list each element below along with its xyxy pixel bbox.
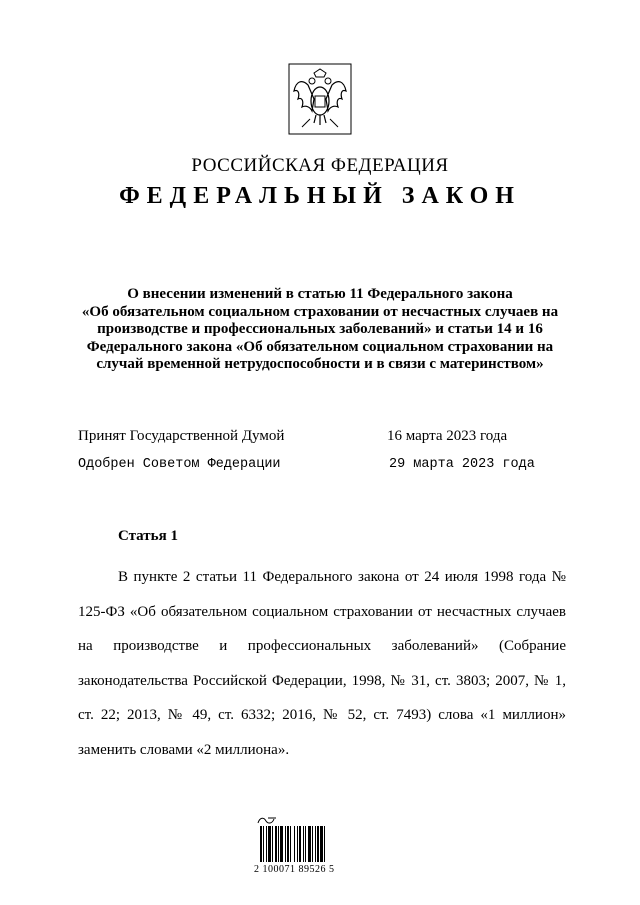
law-title-line: производстве и профессиональных заболеваний» и статьи 14 и 16 — [97, 321, 543, 337]
registration-mark-icon — [254, 815, 282, 825]
adoption-label: Принят Государственной Думой — [78, 428, 285, 444]
article-body — [78, 560, 566, 767]
barcode-digits: 2 100071 89526 5 — [254, 864, 335, 875]
approval-date: 29 марта 2023 года — [389, 457, 535, 472]
country-name: РОССИЙСКАЯ ФЕДЕРАЦИЯ — [191, 155, 449, 176]
article-paragraph: В пункте 2 статьи 11 Федерального закона от 24 июля 1998 года № 125-ФЗ «Об обязательном социальном страховании от несчастных случаев на производстве и профессиональных заболеваний» (Собрание законодательства Российской Федерации, 1998, № 31, ст. 3803; 2007, № 1, ст. 22; 2013, № 49, ст. 6332; 2016, № 52, ст. 7493) слова «1 миллион» заменить словами «2 миллиона». — [78, 569, 566, 758]
law-title — [60, 286, 580, 374]
law-title-line: Федерального закона «Об обязательном социальном страховании на — [86, 338, 554, 355]
russian-coat-of-arms-icon — [288, 63, 352, 135]
approval-label: Одобрен Советом Федерации — [78, 457, 281, 472]
barcode-icon — [260, 826, 358, 862]
law-title-line: О внесении изменений в статью 11 Федерального закона — [127, 286, 513, 302]
document-type: ФЕДЕРАЛЬНЫЙ ЗАКОН — [119, 183, 521, 209]
law-title-line: случай временной нетрудоспособности и в связи с материнством» — [96, 356, 544, 372]
article-heading: Статья 1 — [118, 528, 178, 544]
law-title-line: «Об обязательном социальном страховании от несчастных случаев на — [81, 303, 559, 320]
adoption-date: 16 марта 2023 года — [387, 428, 508, 444]
